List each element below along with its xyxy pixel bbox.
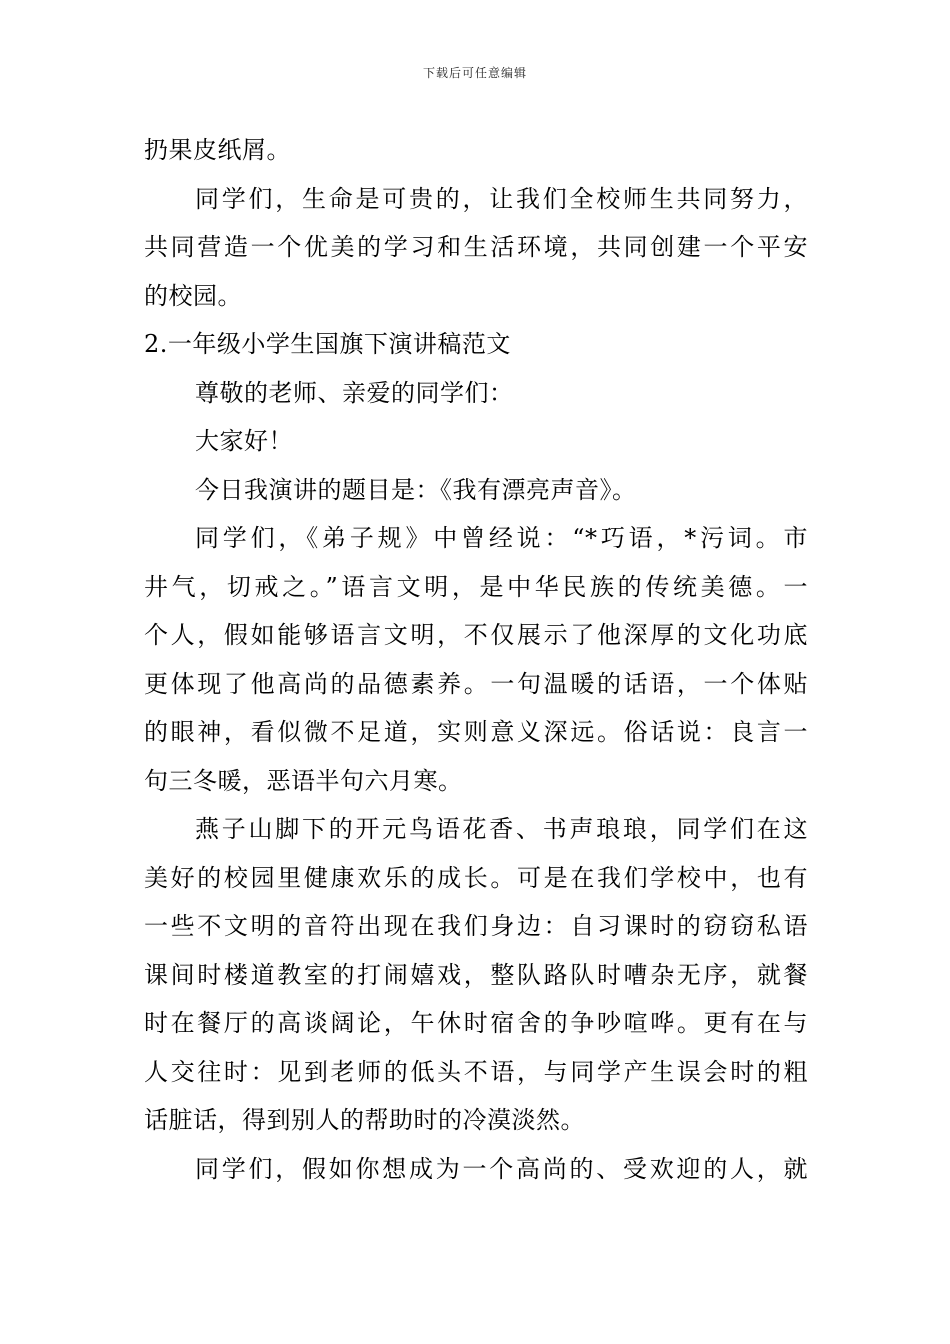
text-line: 的校园。	[144, 281, 242, 310]
document-body	[144, 126, 808, 1193]
text-line: 话脏话，得到别人的帮助时的冷漠淡然。	[144, 1106, 585, 1134]
text-line: 一些不文明的音符出现在我们身边：自习课时的窃窃私语	[144, 912, 808, 940]
text-line: 课间时楼道教室的打闹嬉戏，整队路队时嘈杂无序，就餐	[144, 960, 808, 989]
text-line: 更体现了他高尚的品德素养。一句温暖的话语，一个体贴	[144, 669, 808, 698]
text-line: 今日我演讲的题目是：《我有漂亮声音》。	[195, 475, 637, 504]
text-line: 大家好！	[195, 427, 293, 455]
section-heading: 2.一年级小学生国旗下演讲稿范文	[144, 330, 511, 358]
text-line: 美好的校园里健康欢乐的成长。可是在我们学校中，也有	[144, 863, 808, 892]
text-line: 时在餐厅的高谈阔论，午休时宿舍的争吵喧哗。更有在与	[144, 1009, 808, 1037]
text-line: 尊敬的老师、亲爱的同学们：	[195, 378, 514, 407]
text-line: 句三冬暖，恶语半句六月寒。	[144, 766, 463, 795]
text-line: 同学们，假如你想成为一个高尚的、受欢迎的人，就	[195, 1154, 808, 1183]
text-line: 扔果皮纸屑。	[144, 136, 291, 164]
text-line: 燕子山脚下的开元鸟语花香、书声琅琅，同学们在这	[195, 815, 808, 843]
text-line: 同学们，生命是可贵的，让我们全校师生共同努力，	[195, 184, 808, 213]
text-line: 同学们，《弟子规》中曾经说：“*巧语，*污词。市	[195, 524, 808, 552]
text-line: 共同营造一个优美的学习和生活环境，共同创建一个平安	[144, 233, 808, 261]
page-header: 下载后可任意编辑	[422, 66, 527, 80]
text-line: 井气，切戒之。”语言文明，是中华民族的传统美德。一	[144, 572, 808, 601]
text-line: 个人，假如能够语言文明，不仅展示了他深厚的文化功底	[144, 621, 808, 649]
text-line: 的眼神，看似微不足道，实则意义深远。俗话说：良言一	[144, 718, 808, 746]
text-line: 人交往时：见到老师的低头不语，与同学产生误会时的粗	[144, 1057, 808, 1086]
